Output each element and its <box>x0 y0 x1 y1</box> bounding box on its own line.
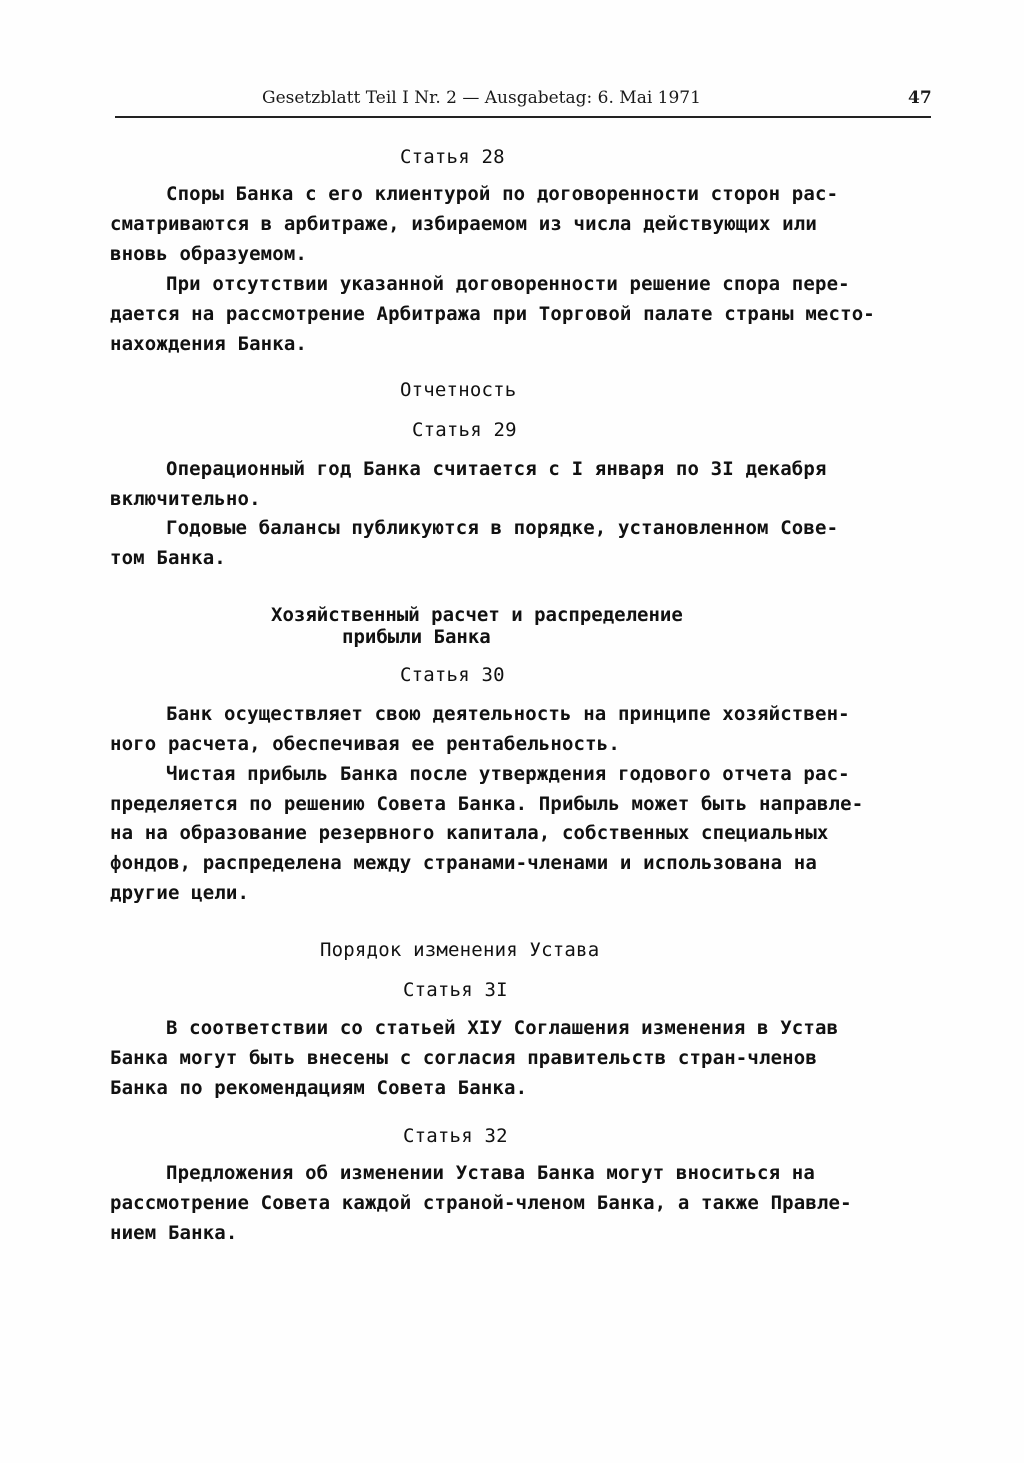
article-32-heading: Статья 32 <box>403 1125 508 1147</box>
article-28-p1-line2: сматриваются в арбитраже, избираемом из числа действующих или <box>110 213 817 235</box>
article-29-heading: Статья 29 <box>412 419 517 441</box>
article-28-p2-line3: нахождения Банка. <box>110 333 308 355</box>
article-30-p1-line2: ного расчета, обеспечивая ее рентабельность. <box>110 733 620 755</box>
article-29-p2-line2: том Банка. <box>110 547 226 569</box>
section-accounting-title-line2: прибыли Банка <box>342 626 491 648</box>
article-32-p1-line1: Предложения об изменении Устава Банка могут вноситься на <box>166 1162 815 1184</box>
section-amendment-title: Порядок изменения Устава <box>320 939 600 961</box>
article-31-p1-line1: В соответствии со статьей XIУ Соглашения изменения в Устав <box>166 1017 839 1039</box>
header-rule <box>115 116 931 118</box>
section-reporting-title: Отчетность <box>400 379 517 401</box>
article-28-p2-line1: При отсутствии указанной договоренности решение спора пере- <box>166 273 850 295</box>
article-30-p1-line1: Банк осуществляет свою деятельность на принципе хозяйствен- <box>166 703 850 725</box>
article-30-p2-line3: на на образование резервного капитала, собственных специальных <box>110 822 829 844</box>
article-29-p1-line2: включительно. <box>110 488 261 510</box>
article-30-p2-line4: фондов, распределена между странами-членами и использована на <box>110 852 817 874</box>
article-31-p1-line2: Банка могут быть внесены с согласия правительств стран-членов <box>110 1047 817 1069</box>
article-30-p2-line2: пределяется по решению Совета Банка. Прибыль может быть направле- <box>110 793 864 815</box>
article-31-p1-line3: Банка по рекомендациям Совета Банка. <box>110 1077 528 1099</box>
article-30-heading: Статья 30 <box>400 664 505 686</box>
article-31-heading: Статья 3I <box>403 979 508 1001</box>
page-number: 47 <box>908 88 932 108</box>
article-32-p1-line3: нием Банка. <box>110 1222 238 1244</box>
article-28-p2-line2: дается на рассмотрение Арбитража при Торговой палате страны место- <box>110 303 875 325</box>
article-29-p1-line1: Операционный год Банка считается с I января по 3I декабря <box>166 458 827 480</box>
section-accounting-title-line1: Хозяйственный расчет и распределение <box>271 604 683 626</box>
article-28-p1-line1: Споры Банка с его клиентурой по договоренности сторон рас- <box>166 183 839 205</box>
article-28-p1-line3: вновь образуемом. <box>110 243 308 265</box>
article-32-p1-line2: рассмотрение Совета каждой страной-членом Банка, а также Правле- <box>110 1192 852 1214</box>
article-30-p2-line1: Чистая прибыль Банка после утверждения годового отчета рас- <box>166 763 850 785</box>
running-header: Gesetzblatt Teil I Nr. 2 — Ausgabetag: 6. Mai 1971 <box>262 88 701 108</box>
article-30-p2-line5: другие цели. <box>110 882 250 904</box>
article-29-p2-line1: Годовые балансы публикуются в порядке, установленном Сове- <box>166 517 839 539</box>
article-28-heading: Статья 28 <box>400 146 505 168</box>
